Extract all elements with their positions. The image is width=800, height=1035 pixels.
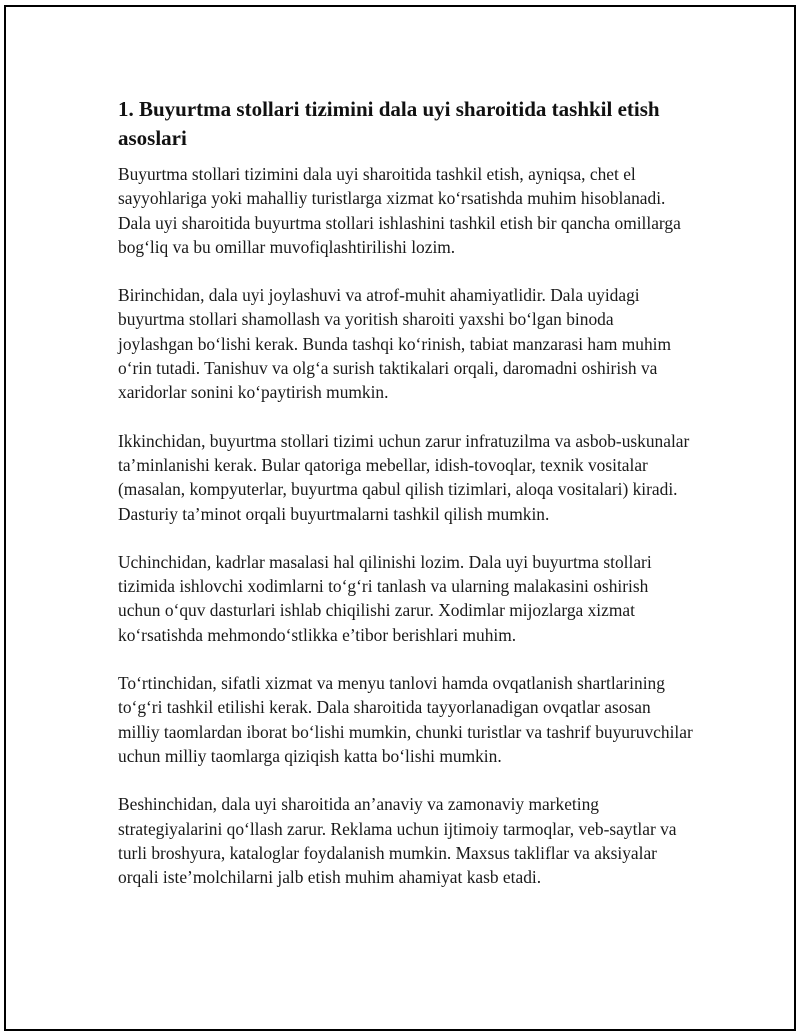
- paragraph-intro: Buyurtma stollari tizimini dala uyi sharoitida tashkil etish, ayniqsa, chet el sayyohlariga yoki mahalliy turistlarga xizmat ko‘rsatishda muhim hisoblanadi. Dala uyi sharoitida buyurtma stollari ishlashini tashkil etish bir qancha omillarga bog‘liq va bu omillar muvofiqlashtirilishi lozim.: [118, 164, 681, 257]
- section-heading: 1. Buyurtma stollari tizimini dala uyi sharoitida tashkil etish asoslari: [118, 97, 660, 150]
- paragraph-third: Uchinchidan, kadrlar masalasi hal qilinishi lozim. Dala uyi buyurtma stollari tizimida ishlovchi xodimlarni to‘g‘ri tanlash va ularning malakasini oshirish uchun o‘quv dasturlari ishlab chiqilishi zarur. Xodimlar mijozlarga xizmat ko‘rsatishda mehmondo‘stlikka e’tibor berishlari muhim.: [118, 551, 652, 645]
- document-body: [118, 95, 693, 913]
- paragraph-fourth: To‘rtinchidan, sifatli xizmat va menyu tanlovi hamda ovqatlanish shartlarining to‘g‘ri tashkil etilishi kerak. Dala sharoitida tayyorlanadigan ovqatlar asosan milliy taomlardan iborat bo‘lishi mumkin, chunki turistlar va tashrif buyuruvchilar uchun milliy taomlarga qiziqish katta bo‘lishi mumkin.: [118, 673, 693, 766]
- paragraph-second: Ikkinchidan, buyurtma stollari tizimi uchun zarur infratuzilma va asbob-uskunalar ta’minlanishi kerak. Bular qatoriga mebellar, idish-tovoqlar, texnik vositalar (masalan, kompyuterlar, buyurtma qabul qilish tizimlari, aloqa vositalari) kiradi. Dasturiy ta’minot orqali buyurtmalarni tashkil qilish mumkin.: [118, 430, 690, 524]
- paragraph-first: Birinchidan, dala uyi joylashuvi va atrof-muhit ahamiyatlidir. Dala uyidagi buyurtma stollari shamollash va yoritish sharoiti yaxshi bo‘lgan binoda joylashgan bo‘lishi kerak. Bunda tashqi ko‘rinish, tabiat manzarasi ham muhim o‘rin tutadi. Tanishuv va olg‘a surish taktikalari orqali, daromadni oshirish va xaridorlar sonini ko‘paytirish mumkin.: [118, 285, 672, 403]
- paragraph-fifth: Beshinchidan, dala uyi sharoitida an’anaviy va zamonaviy marketing strategiyalarini qo‘llash zarur. Reklama uchun ijtimoiy tarmoqlar, veb-saytlar va turli broshyura, kataloglar foydalanish mumkin. Maxsus takliflar va aksiyalar orqali iste’molchilarni jalb etish muhim ahamiyat kasb etadi.: [118, 794, 677, 888]
